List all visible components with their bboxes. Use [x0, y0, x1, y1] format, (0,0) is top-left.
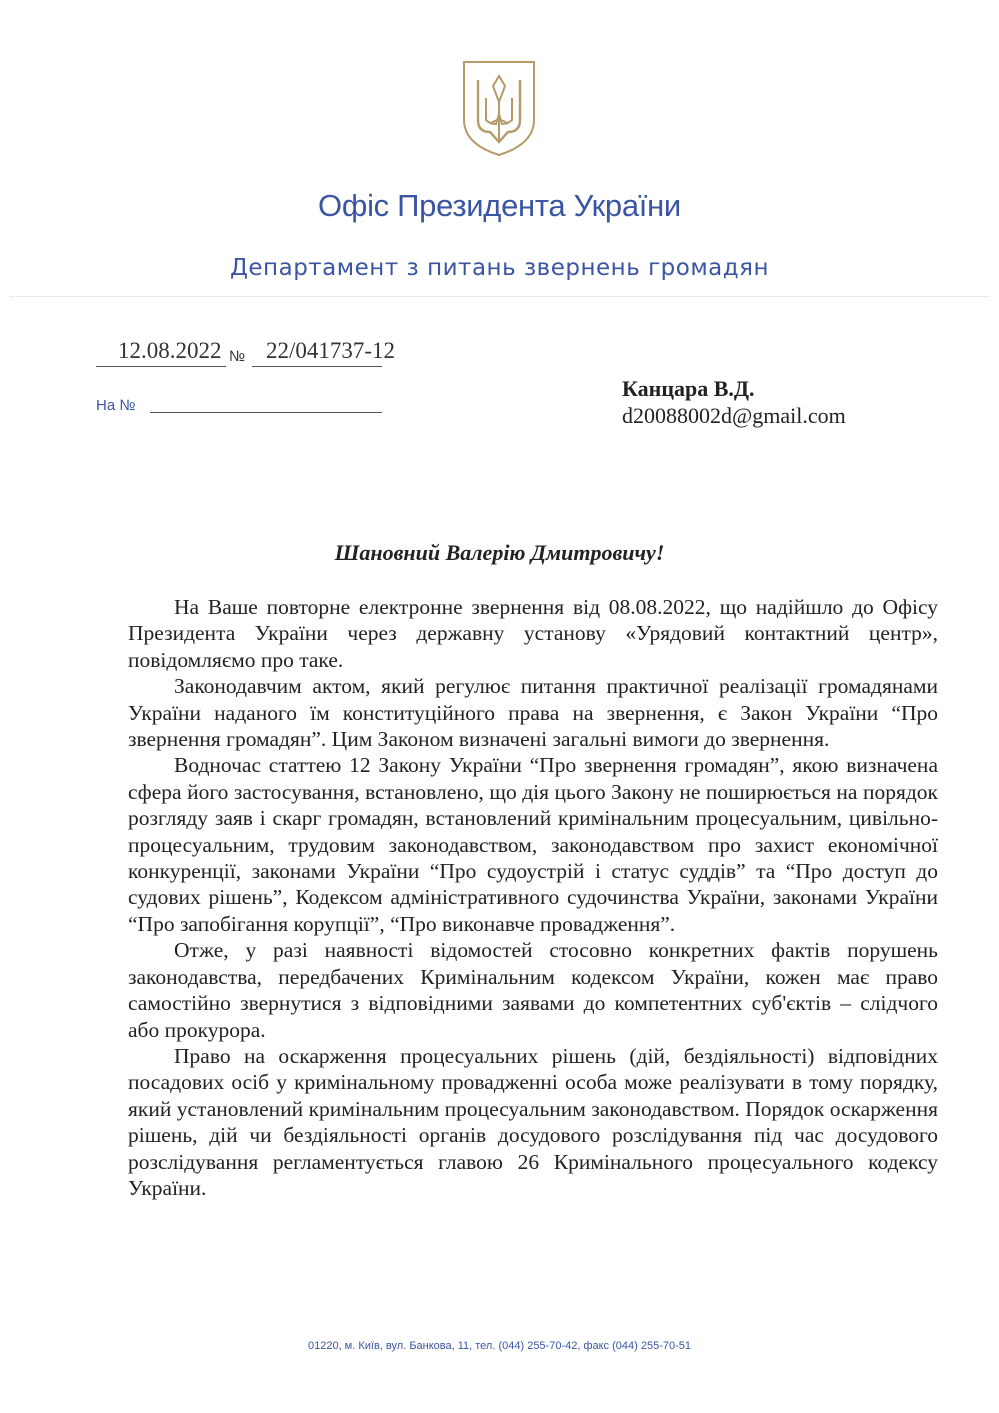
header-divider [10, 296, 989, 297]
reference-underline [150, 412, 382, 413]
trident-coat-of-arms-icon [460, 58, 538, 158]
recipient-email: d20088002d@gmail.com [622, 403, 846, 428]
letter-date: 12.08.2022 [118, 338, 222, 363]
letter-body [128, 594, 938, 1201]
date-underline [96, 366, 226, 367]
number-label: № [229, 348, 246, 365]
paragraph: Законодавчим актом, який регулює питання практичної реалізації громадянами України наданого їм конституційного права на звернення, є Закон України “Про звернення громадян”. Цим Законом визначені загальні вимоги до звернення. [128, 674, 938, 752]
registration-number: 22/041737-12 [266, 338, 396, 363]
paragraph: Водночас статтею 12 Закону України “Про звернення громадян”, якою визначена сфера його застосування, встановлено, що дія цього Закону не поширюється на порядок розгляду заяв і скарг громадян, встановлений кримінальним процесуальним, цивільно-процесуальним, трудовим законодавством, законодавством про захист економічної конкуренції, законами України “Про судоустрій і статус суддів” та “Про доступ до судових рішень”, Кодексом адміністративного судочинства України, законами України “Про запобігання корупції”, “Про виконавче провадження”. [128, 753, 938, 936]
number-underline [252, 366, 382, 367]
department-title: Департамент з питань звернень громадян [229, 255, 770, 281]
paragraph: На Ваше повторне електронне звернення від 08.08.2022, що надійшло до Офісу Президента України через державну установу «Урядовий контактний центр», повідомляємо про таке. [128, 595, 938, 672]
organization-title: Офіс Президента України [318, 188, 681, 223]
reference-label: На № [96, 397, 136, 414]
paragraph: Право на оскарження процесуальних рішень (дій, бездіяльності) відповідних посадових осіб у кримінальному провадженні особа може реалізувати в тому порядку, який установлений кримінальним процесуальним законодавством. Порядок оскарження рішень, дій чи бездіяльності органів досудового розслідування під час досудового розслідування регламентується главою 26 Кримінального процесуального кодексу України. [128, 1043, 938, 1200]
paragraph: Отже, у разі наявності відомостей стосовно конкретних фактів порушень законодавства, передбачених Кримінальним кодексом України, кожен має право самостійно звернутися з відповідними заявами до компетентних суб'єктів – слідчого або прокурора. [128, 938, 938, 1042]
recipient-name: Канцара В.Д. [622, 376, 755, 401]
salutation: Шановний Валерію Дмитровичу! [334, 540, 665, 565]
footer-address: 01220, м. Київ, вул. Банкова, 11, тел. (044) 255-70-42, факс (044) 255-70-51 [307, 1340, 692, 1352]
